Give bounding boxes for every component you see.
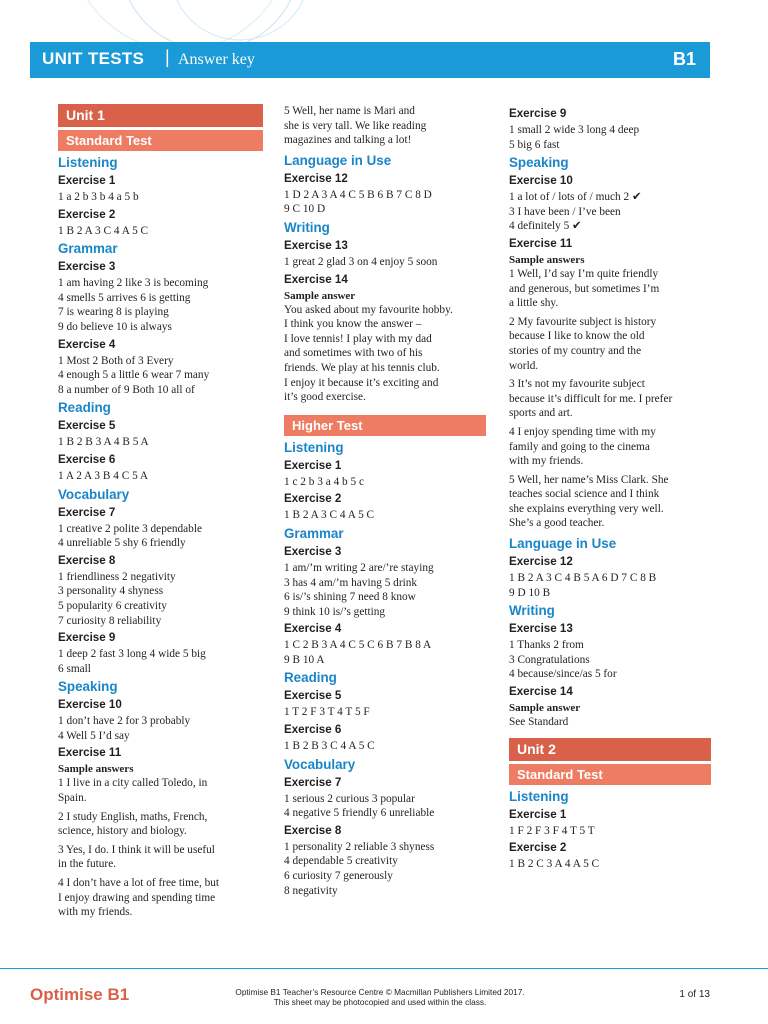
exercise-heading: Exercise 11 (58, 746, 122, 760)
unit-heading: Unit 1 (58, 104, 263, 127)
exercise-heading: Exercise 2 (509, 841, 567, 855)
exercise-heading: Exercise 9 (58, 631, 116, 645)
section-heading: Listening (509, 788, 569, 804)
column-3 (509, 104, 711, 874)
exercise-heading: Exercise 3 (284, 544, 342, 558)
exercise-heading: Exercise 12 (509, 555, 573, 569)
answers: 1 B 2 A 3 C 4 B 5 A 6 D 7 C 8 B 9 D 10 B (509, 572, 657, 599)
test-heading: Standard Test (58, 130, 263, 151)
section-heading: Vocabulary (284, 756, 356, 772)
answers: 1 don’t have 2 for 3 probably 4 Well 5 I’d say (58, 715, 191, 742)
answers: 1 am/’m writing 2 are/’re staying 3 has 4 am/’m having 5 drink 6 is/’s shining 7 need 8 know 9 think 10 is/’s getting (284, 561, 434, 618)
exercise-heading: Exercise 11 (509, 236, 573, 250)
sample-answer: 5 Well, her name’s Miss Clark. She teaches social science and I think she explains everything very well. She’s a good teacher. (509, 473, 669, 530)
sample-answer-label: Sample answer (284, 289, 356, 302)
exercise-heading: Exercise 4 (284, 622, 342, 636)
answers: 1 deep 2 fast 3 long 4 wide 5 big 6 small (58, 648, 206, 675)
header-banner (30, 42, 710, 78)
section-heading: Listening (58, 155, 118, 170)
exercise-heading: Exercise 2 (58, 207, 116, 221)
exercise-heading: Exercise 7 (284, 775, 342, 789)
column-1 (58, 104, 263, 924)
page-number: 1 of 13 (679, 989, 710, 1000)
header-title: UNIT TESTS (42, 49, 145, 68)
answers: 1 small 2 wide 3 long 4 deep 5 big 6 fast (509, 124, 640, 151)
answers: 1 D 2 A 3 A 4 C 5 B 6 B 7 C 8 D 9 C 10 D (284, 188, 432, 216)
answers: 1 friendliness 2 negativity 3 personality 4 shyness 5 popularity 6 creativity 7 curiosity 8 reliability (58, 570, 176, 627)
exercise-heading: Exercise 1 (509, 807, 567, 821)
sample-answer: 1 Well, I’d say I’m quite friendly and generous, but sometimes I’m a little shy. (509, 267, 660, 310)
sample-answer: 2 My favourite subject is history because I like to know the old stories of my country and the world. (509, 315, 657, 372)
sample-answer: 4 I don’t have a lot of free time, but I enjoy drawing and spending time with my friends. (58, 877, 220, 919)
answers: 1 personality 2 reliable 3 shyness 4 dependable 5 creativity 6 curiosity 7 generously 8 negativity (284, 840, 435, 897)
answers: 1 serious 2 curious 3 popular 4 negative 5 friendly 6 unreliable (284, 792, 435, 820)
section-heading: Listening (284, 439, 344, 455)
exercise-heading: Exercise 10 (58, 698, 122, 712)
sample-answer-label: Sample answer (509, 702, 581, 715)
exercise-heading: Exercise 6 (284, 723, 342, 737)
answers: 1 T 2 F 3 T 4 T 5 F (284, 706, 370, 719)
section-heading: Reading (284, 670, 337, 686)
sample-answer: 2 I study English, maths, French, science, history and biology. (58, 810, 208, 838)
answers: 1 A 2 A 3 B 4 C 5 A (58, 469, 149, 482)
exercise-heading: Exercise 13 (509, 622, 573, 636)
exercise-heading: Exercise 14 (509, 685, 573, 699)
header-separator: | (165, 47, 170, 67)
answers: 1 B 2 A 3 C 4 A 5 C (284, 509, 375, 522)
exercise-heading: Exercise 8 (284, 823, 342, 837)
exercise-heading: Exercise 5 (58, 419, 116, 433)
exercise-heading: Exercise 1 (58, 174, 116, 187)
unit-heading: Unit 2 (509, 738, 711, 761)
section-heading: Speaking (58, 679, 118, 695)
sample-essay: You asked about my favourite hobby. I think you know the answer – I love tennis! I play with my dad and sometimes with two of his friends. We play at his tennis club. I enjoy it because it’s exciting and it’s good exercise. (284, 303, 453, 404)
photocopy-note: This sheet may be photocopied and used within the class. (273, 997, 487, 1007)
exercise-heading: Exercise 4 (58, 337, 116, 351)
level-label: B1 (672, 49, 696, 69)
exercise-heading: Exercise 12 (284, 171, 348, 185)
exercise-heading: Exercise 5 (284, 689, 342, 703)
header-subtitle: Answer key (178, 51, 255, 68)
brand-logo: Optimise B1 (30, 985, 130, 1004)
exercise-heading: Exercise 6 (58, 452, 116, 466)
exercise-heading: Exercise 2 (284, 492, 342, 506)
answers: 1 a lot of / lots of / much 2 ✔ 3 I have been / I’ve been 4 definitely 5 ✔ (509, 191, 642, 233)
section-heading: Reading (58, 400, 111, 416)
exercise-heading: Exercise 13 (284, 238, 348, 252)
section-heading: Vocabulary (58, 486, 130, 502)
exercise-heading: Exercise 7 (58, 505, 116, 519)
answers: 1 C 2 B 3 A 4 C 5 C 6 B 7 B 8 A 9 B 10 A (284, 639, 432, 666)
test-heading: Standard Test (509, 764, 711, 785)
sample-answers-label: Sample answers (509, 253, 585, 266)
test-heading: Higher Test (284, 415, 486, 436)
answers: 1 Most 2 Both of 3 Every 4 enough 5 a little 6 wear 7 many 8 a number of 9 Both 10 all of (58, 354, 210, 396)
exercise-heading: Exercise 14 (284, 272, 348, 286)
section-heading: Grammar (58, 241, 118, 257)
sample-answer: 5 Well, her name is Mari and she is very tall. We like reading magazines and talking a lot! (284, 105, 427, 147)
column-2 (284, 104, 486, 900)
answers: 1 a 2 b 3 b 4 a 5 b (58, 191, 139, 203)
answers: 1 F 2 F 3 F 4 T 5 T (509, 824, 595, 837)
exercise-heading: Exercise 3 (58, 260, 116, 274)
answers: 1 great 2 glad 3 on 4 enjoy 5 soon (284, 255, 438, 268)
section-heading: Writing (509, 603, 555, 619)
section-heading: Grammar (284, 525, 344, 541)
exercise-heading: Exercise 1 (284, 458, 342, 472)
sample-answers-label: Sample answers (58, 763, 134, 776)
section-heading: Language in Use (284, 152, 392, 168)
copyright-notice (230, 987, 530, 1007)
section-heading: Speaking (509, 155, 569, 171)
sample-answer: 4 I enjoy spending time with my family and going to the cinema with my friends. (509, 425, 656, 468)
see-standard-note: See Standard (509, 716, 569, 729)
answers: 1 am having 2 like 3 is becoming 4 smells 5 arrives 6 is getting 7 is wearing 8 is playing 9 do believe 10 is always (58, 277, 209, 333)
answers: 1 B 2 B 3 C 4 A 5 C (284, 740, 375, 753)
exercise-heading: Exercise 8 (58, 553, 116, 567)
exercise-heading: Exercise 10 (509, 174, 573, 188)
answers: 1 B 2 B 3 A 4 B 5 A (58, 436, 149, 449)
exercise-heading: Exercise 9 (509, 107, 567, 120)
section-heading: Writing (284, 219, 330, 235)
answers: 1 c 2 b 3 a 4 b 5 c (284, 475, 364, 488)
sample-answer: 3 Yes, I do. I think it will be useful in the future. (58, 843, 215, 871)
answers: 1 creative 2 polite 3 dependable 4 unreliable 5 shy 6 friendly (58, 522, 202, 550)
answers: 1 Thanks 2 from 3 Congratulations 4 because/since/as 5 for (509, 639, 617, 681)
answers: 1 B 2 A 3 C 4 A 5 C (58, 224, 149, 237)
sample-answer: 3 It’s not my favourite subject because it’s difficult for me. I prefer sports and art. (509, 378, 673, 420)
answers: 1 B 2 C 3 A 4 A 5 C (509, 858, 600, 871)
section-heading: Language in Use (509, 536, 617, 552)
copyright-line: Optimise B1 Teacher’s Resource Centre © Macmillan Publishers Limited 2017. (235, 987, 525, 997)
sample-answer: 1 I live in a city called Toledo, in Spain. (58, 777, 208, 805)
footer-divider (0, 968, 768, 969)
